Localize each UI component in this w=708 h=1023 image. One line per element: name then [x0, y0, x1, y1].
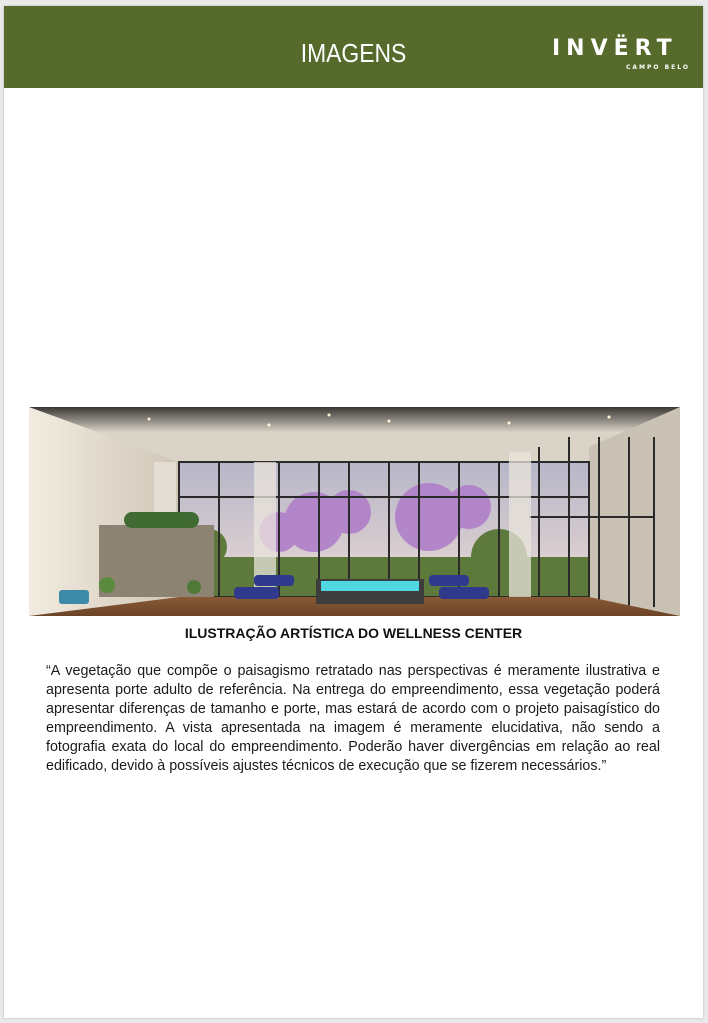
invert-logo [552, 36, 694, 76]
figure-caption: ILUSTRAÇÃO ARTÍSTICA DO WELLNESS CENTER [184, 625, 523, 641]
header-bar [4, 6, 703, 88]
logo-wordmark: INVËRT [552, 36, 678, 61]
disclaimer-text: “A vegetação que compõe o paisagismo retratado nas perspectivas é meramente ilustrativa e apresenta porte adulto de referência. Na entrega do empreendimento, essa vegetação poderá apresentar diferenças de tamanho e porte, mas estará de acordo com o projeto paisagístico do empreendimento. A vista apresentada na imagem é meramente elucidativa, não sendo a fotografia exata do local do empreendimento. Poderão haver divergências em relação ao real edificado, devido à possíveis ajustes técnicos de execução que se fizerem necessários.” [46, 663, 660, 774]
logo-subtitle: CAMPO BELO [626, 64, 690, 71]
document-page [4, 6, 703, 1018]
page-title: IMAGENS [300, 38, 407, 68]
wellness-center-illustration [29, 407, 680, 616]
